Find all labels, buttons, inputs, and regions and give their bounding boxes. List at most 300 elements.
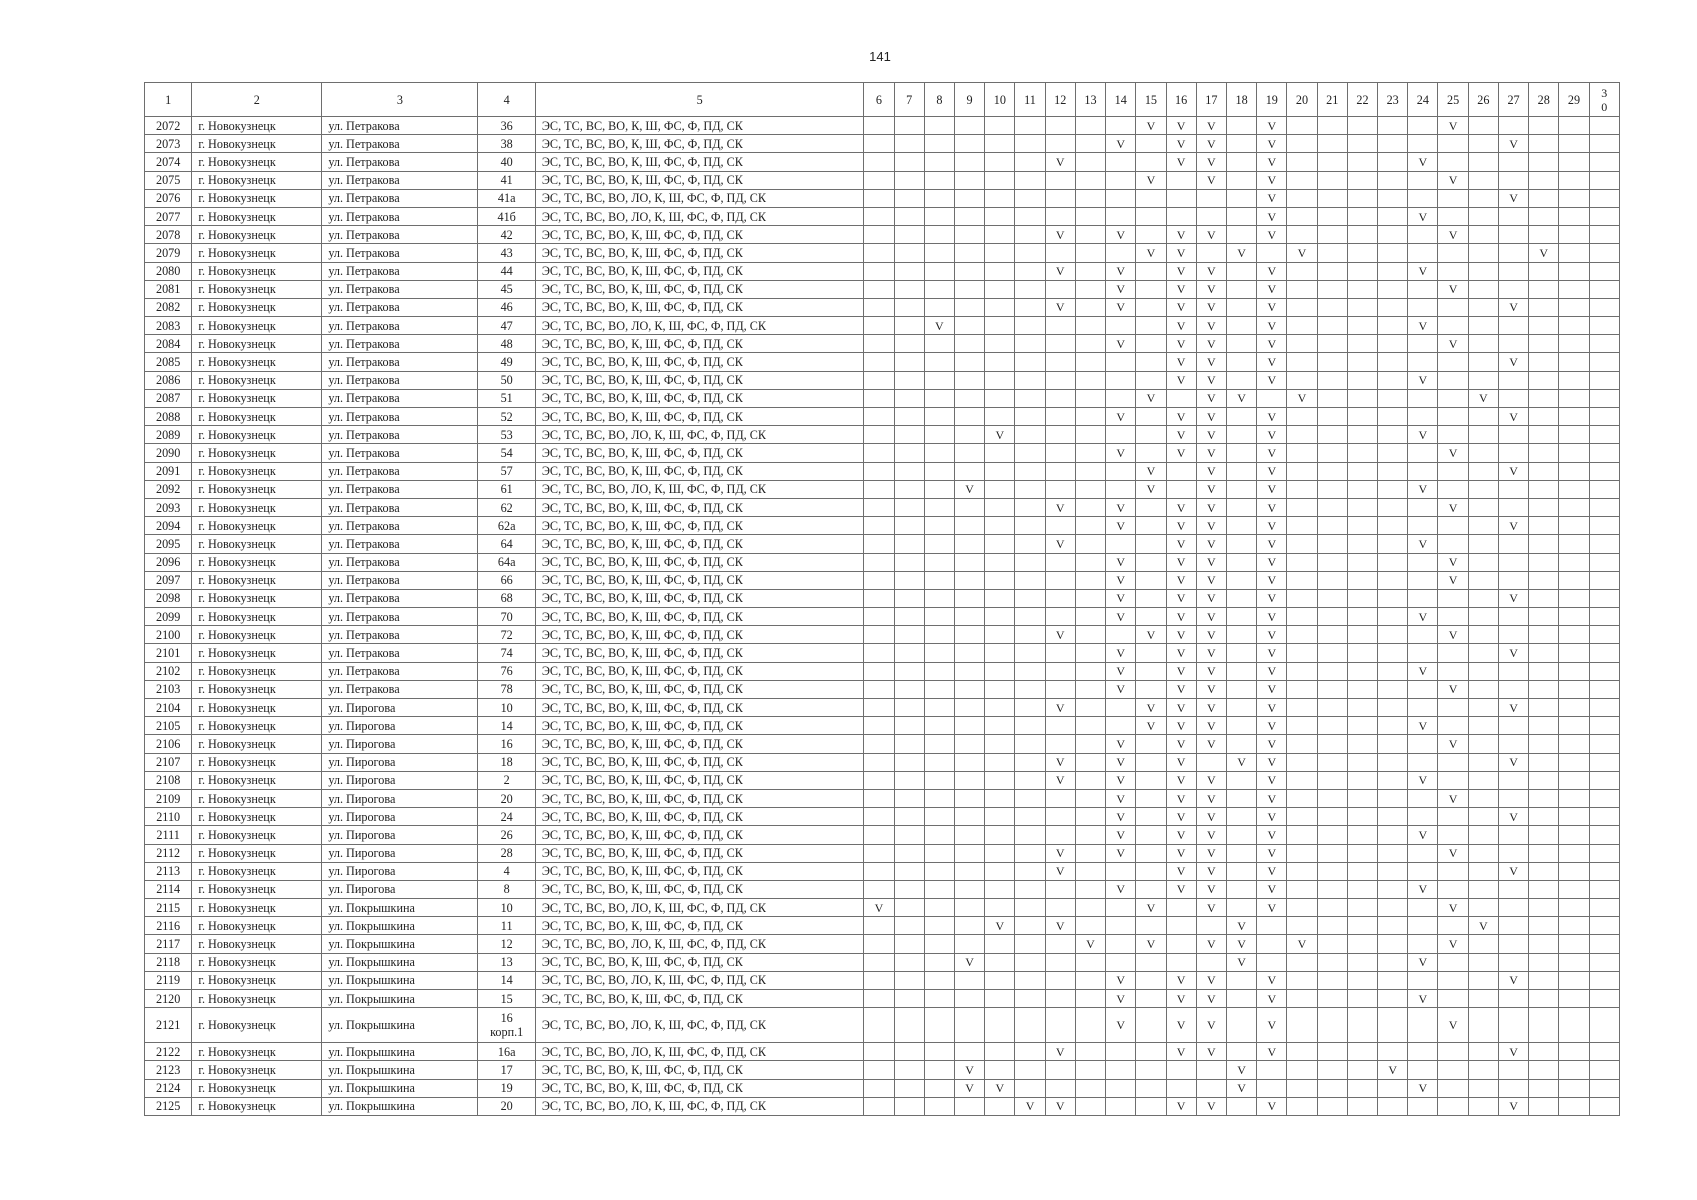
mark-cell-col-20 [1287, 717, 1317, 735]
mark-cell-col-27 [1498, 498, 1528, 516]
mark-cell-col-20 [1287, 153, 1317, 171]
services-cell: ЭС, ТС, ВС, ВО, К, Ш, ФС, Ф, ПД, СК [535, 517, 863, 535]
mark-cell-col-12 [1045, 1061, 1075, 1079]
services-cell: ЭС, ТС, ВС, ВО, К, Ш, ФС, Ф, ПД, СК [535, 826, 863, 844]
mark-cell-col-22 [1347, 207, 1377, 225]
row-number: 2094 [145, 517, 192, 535]
mark-cell-col-27: V [1498, 644, 1528, 662]
mark-cell-col-26 [1468, 171, 1498, 189]
street-cell: ул. Пирогова [322, 753, 478, 771]
row-number: 2124 [145, 1079, 192, 1097]
mark-cell-col-27 [1498, 426, 1528, 444]
mark-cell-col-6 [864, 389, 894, 407]
row-number: 2116 [145, 917, 192, 935]
mark-cell-col-23 [1378, 117, 1408, 135]
mark-cell-col-18 [1226, 808, 1256, 826]
mark-cell-col-12 [1045, 608, 1075, 626]
mark-cell-col-6 [864, 1079, 894, 1097]
mark-cell-col-13 [1075, 589, 1105, 607]
mark-cell-col-7 [894, 498, 924, 516]
mark-cell-col-13 [1075, 826, 1105, 844]
mark-cell-col-15 [1136, 535, 1166, 553]
mark-cell-col-13 [1075, 880, 1105, 898]
row-number: 2093 [145, 498, 192, 516]
house-cell: 50 [478, 371, 535, 389]
column-header-26: 26 [1468, 83, 1498, 117]
mark-cell-col-19: V [1257, 753, 1287, 771]
mark-cell-col-7 [894, 262, 924, 280]
mark-cell-col-22 [1347, 717, 1377, 735]
mark-cell-col-22 [1347, 862, 1377, 880]
mark-cell-col-8 [924, 480, 954, 498]
mark-cell-col-26 [1468, 153, 1498, 171]
street-cell: ул. Покрышкина [322, 953, 478, 971]
mark-cell-col-29 [1559, 844, 1589, 862]
mark-cell-col-6 [864, 353, 894, 371]
mark-cell-col-17 [1196, 207, 1226, 225]
mark-cell-col-19 [1257, 953, 1287, 971]
mark-cell-col-26 [1468, 935, 1498, 953]
mark-cell-col-14 [1106, 1061, 1136, 1079]
mark-cell-col-19: V [1257, 1008, 1287, 1043]
mark-cell-col-14: V [1106, 826, 1136, 844]
mark-cell-col-19: V [1257, 735, 1287, 753]
mark-cell-col-20 [1287, 589, 1317, 607]
mark-cell-col-9 [954, 535, 984, 553]
mark-cell-col-23 [1378, 207, 1408, 225]
mark-cell-col-6 [864, 517, 894, 535]
mark-cell-col-23 [1378, 771, 1408, 789]
mark-cell-col-26 [1468, 189, 1498, 207]
mark-cell-col-18: V [1226, 917, 1256, 935]
table-row [145, 680, 1620, 698]
street-cell: ул. Пирогова [322, 844, 478, 862]
mark-cell-col-14 [1106, 371, 1136, 389]
mark-cell-col-16: V [1166, 426, 1196, 444]
mark-cell-col-15 [1136, 371, 1166, 389]
mark-cell-col-22 [1347, 789, 1377, 807]
mark-cell-col-20 [1287, 189, 1317, 207]
mark-cell-col-24 [1408, 226, 1438, 244]
mark-cell-col-8 [924, 353, 954, 371]
mark-cell-col-21 [1317, 517, 1347, 535]
mark-cell-col-24 [1408, 735, 1438, 753]
mark-cell-col-23 [1378, 571, 1408, 589]
mark-cell-col-6 [864, 662, 894, 680]
mark-cell-col-10 [985, 135, 1015, 153]
house-cell: 43 [478, 244, 535, 262]
street-cell: ул. Петракова [322, 517, 478, 535]
mark-cell-col-30 [1589, 171, 1619, 189]
mark-cell-col-30 [1589, 444, 1619, 462]
mark-cell-col-13 [1075, 517, 1105, 535]
mark-cell-col-11 [1015, 644, 1045, 662]
mark-cell-col-16: V [1166, 517, 1196, 535]
mark-cell-col-15 [1136, 135, 1166, 153]
mark-cell-col-14 [1106, 699, 1136, 717]
mark-cell-col-14 [1106, 1079, 1136, 1097]
mark-cell-col-13 [1075, 771, 1105, 789]
mark-cell-col-21 [1317, 353, 1347, 371]
mark-cell-col-28 [1529, 1079, 1559, 1097]
mark-cell-col-18: V [1226, 953, 1256, 971]
mark-cell-col-9 [954, 226, 984, 244]
mark-cell-col-11 [1015, 589, 1045, 607]
mark-cell-col-22 [1347, 135, 1377, 153]
mark-cell-col-6 [864, 589, 894, 607]
mark-cell-col-19: V [1257, 990, 1287, 1008]
row-number: 2095 [145, 535, 192, 553]
services-cell: ЭС, ТС, ВС, ВО, К, Ш, ФС, Ф, ПД, СК [535, 808, 863, 826]
mark-cell-col-20 [1287, 753, 1317, 771]
mark-cell-col-12 [1045, 426, 1075, 444]
house-cell: 64 [478, 535, 535, 553]
mark-cell-col-16: V [1166, 826, 1196, 844]
mark-cell-col-19: V [1257, 808, 1287, 826]
mark-cell-col-28 [1529, 644, 1559, 662]
mark-cell-col-12 [1045, 244, 1075, 262]
mark-cell-col-10 [985, 935, 1015, 953]
city-cell: г. Новокузнецк [192, 990, 322, 1008]
mark-cell-col-12: V [1045, 753, 1075, 771]
mark-cell-col-17: V [1196, 771, 1226, 789]
mark-cell-col-11 [1015, 826, 1045, 844]
street-cell: ул. Петракова [322, 535, 478, 553]
mark-cell-col-8 [924, 426, 954, 444]
mark-cell-col-27 [1498, 662, 1528, 680]
mark-cell-col-10 [985, 608, 1015, 626]
mark-cell-col-16: V [1166, 226, 1196, 244]
mark-cell-col-7 [894, 298, 924, 316]
mark-cell-col-23 [1378, 789, 1408, 807]
mark-cell-col-25: V [1438, 226, 1468, 244]
mark-cell-col-22 [1347, 335, 1377, 353]
mark-cell-col-8 [924, 1043, 954, 1061]
mark-cell-col-28 [1529, 226, 1559, 244]
mark-cell-col-7 [894, 335, 924, 353]
mark-cell-col-28 [1529, 1097, 1559, 1115]
mark-cell-col-9 [954, 262, 984, 280]
mark-cell-col-9 [954, 335, 984, 353]
mark-cell-col-20 [1287, 426, 1317, 444]
mark-cell-col-19: V [1257, 262, 1287, 280]
mark-cell-col-8 [924, 953, 954, 971]
mark-cell-col-12: V [1045, 626, 1075, 644]
mark-cell-col-20 [1287, 117, 1317, 135]
mark-cell-col-16: V [1166, 771, 1196, 789]
mark-cell-col-14: V [1106, 990, 1136, 1008]
mark-cell-col-16: V [1166, 1008, 1196, 1043]
mark-cell-col-22 [1347, 589, 1377, 607]
mark-cell-col-15 [1136, 1061, 1166, 1079]
mark-cell-col-26 [1468, 335, 1498, 353]
row-number: 2076 [145, 189, 192, 207]
mark-cell-col-12: V [1045, 498, 1075, 516]
mark-cell-col-15: V [1136, 935, 1166, 953]
mark-cell-col-16: V [1166, 626, 1196, 644]
mark-cell-col-7 [894, 717, 924, 735]
row-number: 2077 [145, 207, 192, 225]
mark-cell-col-26 [1468, 480, 1498, 498]
mark-cell-col-8 [924, 1061, 954, 1079]
mark-cell-col-29 [1559, 535, 1589, 553]
mark-cell-col-30 [1589, 117, 1619, 135]
mark-cell-col-8 [924, 826, 954, 844]
table-row [145, 1079, 1620, 1097]
row-number: 2112 [145, 844, 192, 862]
mark-cell-col-23 [1378, 917, 1408, 935]
mark-cell-col-9 [954, 1008, 984, 1043]
mark-cell-col-17: V [1196, 571, 1226, 589]
mark-cell-col-25 [1438, 317, 1468, 335]
mark-cell-col-21 [1317, 880, 1347, 898]
mark-cell-col-15 [1136, 971, 1166, 989]
mark-cell-col-20 [1287, 1008, 1317, 1043]
mark-cell-col-20 [1287, 135, 1317, 153]
row-number: 2102 [145, 662, 192, 680]
mark-cell-col-25 [1438, 426, 1468, 444]
mark-cell-col-12 [1045, 280, 1075, 298]
street-cell: ул. Петракова [322, 408, 478, 426]
mark-cell-col-6 [864, 571, 894, 589]
mark-cell-col-9 [954, 207, 984, 225]
mark-cell-col-11 [1015, 189, 1045, 207]
house-cell: 26 [478, 826, 535, 844]
mark-cell-col-23: V [1378, 1061, 1408, 1079]
mark-cell-col-30 [1589, 589, 1619, 607]
mark-cell-col-13 [1075, 298, 1105, 316]
mark-cell-col-25 [1438, 862, 1468, 880]
mark-cell-col-24 [1408, 244, 1438, 262]
mark-cell-col-16: V [1166, 498, 1196, 516]
mark-cell-col-28 [1529, 280, 1559, 298]
mark-cell-col-17: V [1196, 353, 1226, 371]
mark-cell-col-15 [1136, 680, 1166, 698]
mark-cell-col-17: V [1196, 644, 1226, 662]
mark-cell-col-23 [1378, 971, 1408, 989]
mark-cell-col-11 [1015, 426, 1045, 444]
house-cell: 10 [478, 899, 535, 917]
mark-cell-col-6 [864, 862, 894, 880]
mark-cell-col-28 [1529, 171, 1559, 189]
mark-cell-col-10 [985, 226, 1015, 244]
services-cell: ЭС, ТС, ВС, ВО, К, Ш, ФС, Ф, ПД, СК [535, 171, 863, 189]
mark-cell-col-19: V [1257, 335, 1287, 353]
services-cell: ЭС, ТС, ВС, ВО, К, Ш, ФС, Ф, ПД, СК [535, 880, 863, 898]
mark-cell-col-23 [1378, 589, 1408, 607]
city-cell: г. Новокузнецк [192, 353, 322, 371]
mark-cell-col-18: V [1226, 244, 1256, 262]
mark-cell-col-26 [1468, 589, 1498, 607]
mark-cell-col-8 [924, 408, 954, 426]
mark-cell-col-14: V [1106, 680, 1136, 698]
row-number: 2082 [145, 298, 192, 316]
house-cell: 72 [478, 626, 535, 644]
mark-cell-col-13 [1075, 571, 1105, 589]
house-cell: 14 [478, 971, 535, 989]
mark-cell-col-7 [894, 1061, 924, 1079]
row-number: 2100 [145, 626, 192, 644]
mark-cell-col-23 [1378, 826, 1408, 844]
table-row [145, 280, 1620, 298]
mark-cell-col-22 [1347, 444, 1377, 462]
mark-cell-col-10 [985, 735, 1015, 753]
mark-cell-col-8 [924, 626, 954, 644]
mark-cell-col-15 [1136, 1097, 1166, 1115]
mark-cell-col-29 [1559, 462, 1589, 480]
mark-cell-col-14: V [1106, 644, 1136, 662]
mark-cell-col-20 [1287, 1097, 1317, 1115]
street-cell: ул. Петракова [322, 189, 478, 207]
table-row [145, 571, 1620, 589]
city-cell: г. Новокузнецк [192, 262, 322, 280]
mark-cell-col-14: V [1106, 444, 1136, 462]
mark-cell-col-20 [1287, 699, 1317, 717]
street-cell: ул. Петракова [322, 389, 478, 407]
mark-cell-col-29 [1559, 717, 1589, 735]
mark-cell-col-18 [1226, 1097, 1256, 1115]
mark-cell-col-10 [985, 1043, 1015, 1061]
mark-cell-col-19: V [1257, 717, 1287, 735]
mark-cell-col-17: V [1196, 480, 1226, 498]
mark-cell-col-26 [1468, 280, 1498, 298]
mark-cell-col-9 [954, 880, 984, 898]
mark-cell-col-25: V [1438, 444, 1468, 462]
mark-cell-col-22 [1347, 917, 1377, 935]
mark-cell-col-19: V [1257, 699, 1287, 717]
mark-cell-col-23 [1378, 935, 1408, 953]
mark-cell-col-25: V [1438, 498, 1468, 516]
mark-cell-col-30 [1589, 408, 1619, 426]
mark-cell-col-19: V [1257, 789, 1287, 807]
mark-cell-col-24 [1408, 298, 1438, 316]
mark-cell-col-17: V [1196, 899, 1226, 917]
mark-cell-col-23 [1378, 953, 1408, 971]
mark-cell-col-13 [1075, 426, 1105, 444]
mark-cell-col-11 [1015, 535, 1045, 553]
mark-cell-col-8 [924, 662, 954, 680]
city-cell: г. Новокузнецк [192, 735, 322, 753]
services-cell: ЭС, ТС, ВС, ВО, К, Ш, ФС, Ф, ПД, СК [535, 626, 863, 644]
services-cell: ЭС, ТС, ВС, ВО, К, Ш, ФС, Ф, ПД, СК [535, 1079, 863, 1097]
mark-cell-col-26 [1468, 953, 1498, 971]
mark-cell-col-20 [1287, 498, 1317, 516]
mark-cell-col-21 [1317, 717, 1347, 735]
mark-cell-col-16 [1166, 1079, 1196, 1097]
mark-cell-col-10 [985, 280, 1015, 298]
mark-cell-col-27 [1498, 226, 1528, 244]
mark-cell-col-7 [894, 444, 924, 462]
mark-cell-col-11 [1015, 862, 1045, 880]
house-cell: 49 [478, 353, 535, 371]
mark-cell-col-22 [1347, 480, 1377, 498]
mark-cell-col-13 [1075, 226, 1105, 244]
row-number: 2123 [145, 1061, 192, 1079]
mark-cell-col-30 [1589, 808, 1619, 826]
mark-cell-col-24 [1408, 753, 1438, 771]
mark-cell-col-21 [1317, 1043, 1347, 1061]
mark-cell-col-9 [954, 589, 984, 607]
mark-cell-col-27: V [1498, 753, 1528, 771]
mark-cell-col-10 [985, 389, 1015, 407]
mark-cell-col-19: V [1257, 608, 1287, 626]
mark-cell-col-29 [1559, 935, 1589, 953]
mark-cell-col-28 [1529, 862, 1559, 880]
row-number: 2087 [145, 389, 192, 407]
mark-cell-col-30 [1589, 680, 1619, 698]
mark-cell-col-29 [1559, 862, 1589, 880]
mark-cell-col-9: V [954, 480, 984, 498]
mark-cell-col-26 [1468, 408, 1498, 426]
house-cell: 16а [478, 1043, 535, 1061]
mark-cell-col-14: V [1106, 608, 1136, 626]
mark-cell-col-9 [954, 717, 984, 735]
mark-cell-col-29 [1559, 262, 1589, 280]
mark-cell-col-23 [1378, 226, 1408, 244]
mark-cell-col-12: V [1045, 917, 1075, 935]
mark-cell-col-11 [1015, 389, 1045, 407]
house-cell: 53 [478, 426, 535, 444]
mark-cell-col-19: V [1257, 1097, 1287, 1115]
mark-cell-col-8 [924, 117, 954, 135]
row-number: 2083 [145, 317, 192, 335]
mark-cell-col-24 [1408, 917, 1438, 935]
mark-cell-col-25 [1438, 1061, 1468, 1079]
mark-cell-col-14: V [1106, 589, 1136, 607]
mark-cell-col-27 [1498, 771, 1528, 789]
table-row [145, 626, 1620, 644]
mark-cell-col-23 [1378, 862, 1408, 880]
mark-cell-col-22 [1347, 771, 1377, 789]
row-number: 2115 [145, 899, 192, 917]
mark-cell-col-14 [1106, 153, 1136, 171]
city-cell: г. Новокузнецк [192, 371, 322, 389]
mark-cell-col-27 [1498, 153, 1528, 171]
services-cell: ЭС, ТС, ВС, ВО, К, Ш, ФС, Ф, ПД, СК [535, 444, 863, 462]
mark-cell-col-24 [1408, 699, 1438, 717]
column-header-23: 23 [1378, 83, 1408, 117]
house-cell: 36 [478, 117, 535, 135]
house-cell: 2 [478, 771, 535, 789]
row-number: 2108 [145, 771, 192, 789]
mark-cell-col-7 [894, 971, 924, 989]
services-cell: ЭС, ТС, ВС, ВО, К, Ш, ФС, Ф, ПД, СК [535, 244, 863, 262]
mark-cell-col-19: V [1257, 426, 1287, 444]
city-cell: г. Новокузнецк [192, 135, 322, 153]
mark-cell-col-6 [864, 644, 894, 662]
table-row [145, 771, 1620, 789]
mark-cell-col-14: V [1106, 135, 1136, 153]
mark-cell-col-24: V [1408, 826, 1438, 844]
mark-cell-col-17: V [1196, 880, 1226, 898]
mark-cell-col-26 [1468, 444, 1498, 462]
mark-cell-col-21 [1317, 680, 1347, 698]
mark-cell-col-13 [1075, 680, 1105, 698]
mark-cell-col-8 [924, 462, 954, 480]
mark-cell-col-17: V [1196, 135, 1226, 153]
mark-cell-col-26 [1468, 899, 1498, 917]
mark-cell-col-25 [1438, 608, 1468, 626]
mark-cell-col-30 [1589, 262, 1619, 280]
mark-cell-col-14 [1106, 862, 1136, 880]
mark-cell-col-18 [1226, 226, 1256, 244]
city-cell: г. Новокузнецк [192, 626, 322, 644]
mark-cell-col-21 [1317, 844, 1347, 862]
city-cell: г. Новокузнецк [192, 880, 322, 898]
mark-cell-col-18: V [1226, 1079, 1256, 1097]
mark-cell-col-28 [1529, 117, 1559, 135]
mark-cell-col-14: V [1106, 880, 1136, 898]
